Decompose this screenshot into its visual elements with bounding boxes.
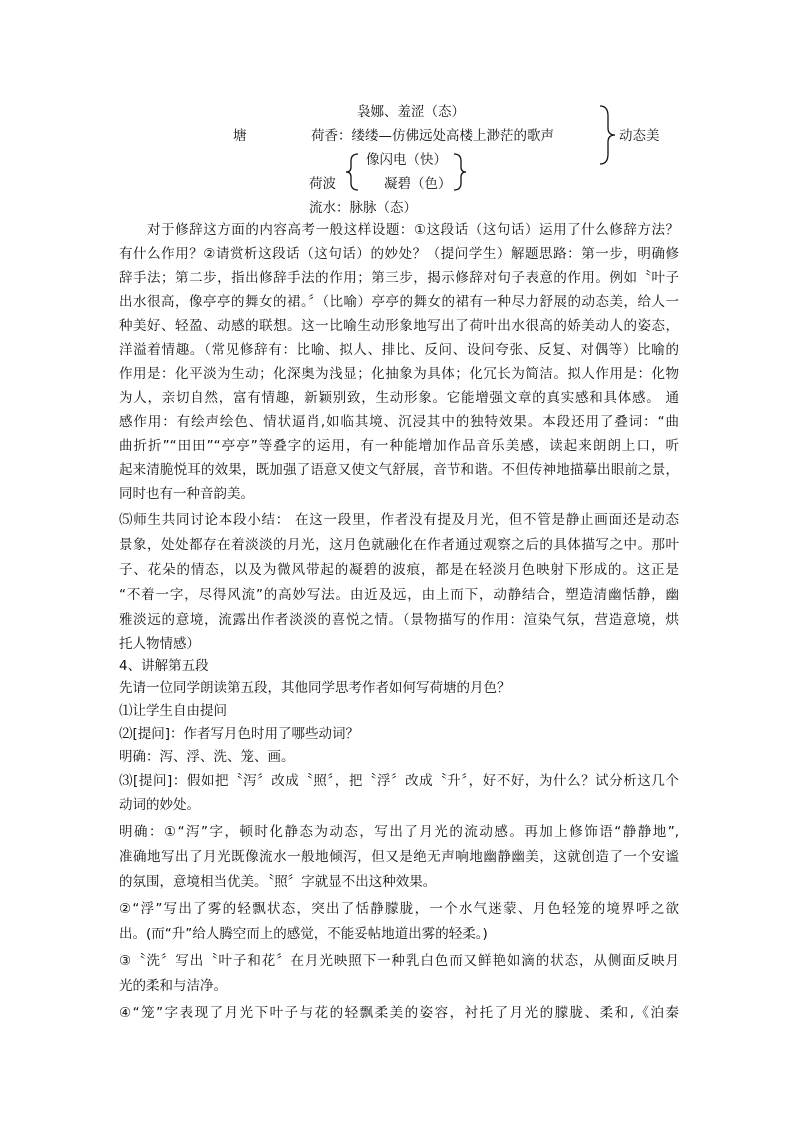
diagram-line-hexiang: 荷香：缕缕—仿佛远处高楼上渺茫的歌声 <box>311 128 554 144</box>
text-line: 有什么作用？②请赏析这段话（这句话）的妙处？（提问学生）解题思路：第一步，明确修 <box>119 246 679 262</box>
diagram-label-tang: 塘 <box>233 128 247 144</box>
text-line: 先请一位同学朗读第五段，其他同学思考作者如何写荷塘的月色？ <box>119 680 511 696</box>
text-line: ④“笼”字表现了月光下叶子与花的轻飘柔美的姿容，衬托了月光的朦胧、柔和,《泊秦 <box>119 1005 679 1021</box>
text-line: 种美好、轻盈、动感的联想。这一比喻生动形象地写出了荷叶出水很高的娇美动人的姿态， <box>119 318 679 334</box>
text-line: 明确：泻、浮、洗、笼、画。 <box>119 749 295 765</box>
section-heading: 4、讲解第五段 <box>119 658 209 674</box>
diagram-label-dongtaimei: 动态美 <box>619 128 660 144</box>
left-brace-hebo <box>344 152 360 192</box>
text-line: ⑵[提问]：作者写月色时用了哪些动词？ <box>119 726 360 742</box>
text-line: ⑶[提问]：假如把〝泻〞改成〝照〞，把〝浮〞改成〝升〞，好不好，为什么？试分析这几个 <box>119 773 679 789</box>
text-line: 曲折折”“田田”“亭亭”等叠字的运用，有一种能增加作品音乐美感，读起来朗朗上口，听 <box>119 438 679 454</box>
text-line: 起来清脆悦耳的效果，既加强了语意又使文气舒展，音节和谐。不但传神地描摹出眼前之景， <box>119 462 679 478</box>
text-line: ③〝洗〞写出〝叶子和花〞在月光映照下一种乳白色而又鲜艳如滴的状态，从侧面反映月 <box>119 953 679 969</box>
text-line: “不着一字，尽得风流”的高妙写法。由近及远，由上而下，动静结合，塑造清幽恬静，幽 <box>119 587 679 603</box>
text-line: 感作用：有绘声绘色、情状逼肖,如临其境、沉浸其中的独特效果。本段还用了叠词：“曲 <box>119 414 679 430</box>
diagram-line-shandian: 像闪电（快） <box>366 152 447 168</box>
text-line: 准确地写出了月光既像流水一般地倾泻，但又是绝无声响地幽静幽美，这就创造了一个安谧 <box>119 849 679 865</box>
text-line: 辞手法；第二步，指出修辞手法的作用；第三步，揭示修辞对句子表意的作用。例如〝叶子 <box>119 270 679 286</box>
text-line: 洋溢着情趣。（常见修辞有：比喻、拟人、排比、反问、设问夸张、反复、对偶等）比喻的 <box>119 342 679 358</box>
diagram-line-ningbi: 凝碧（色） <box>384 176 452 192</box>
text-line: 对于修辞这方面的内容高考一般这样设题：①这段话（这句话）运用了什么修辞方法？ <box>147 222 679 238</box>
text-line: ②“浮”写出了雾的轻飘状态，突出了恬静朦胧，一个水气迷蒙、月色轻笼的境界呼之欲 <box>119 901 679 917</box>
text-line: 明确：①“泻”字，顿时化静态为动态，写出了月光的流动感。再加上修饰语“静静地”, <box>119 824 679 840</box>
right-brace-hebo <box>452 152 468 192</box>
diagram-line-liushui: 流水：脉脉（态） <box>309 200 417 216</box>
text-line: 出。(而“升”给人腾空而上的感觉，不能妥帖地道出雾的轻柔。) <box>119 926 488 942</box>
text-line: 雅淡远的意境，流露出作者淡淡的喜悦之情。（景物描写的作用：渲染气氛，营造意境，烘 <box>119 612 679 628</box>
text-line: ⑴让学生自由提问 <box>119 703 227 719</box>
text-line: 为人，亲切自然，富有情趣，新颖别致，生动形象。它能增强文章的真实感和具体感。 通 <box>119 390 679 406</box>
text-line: 同时也有一种音韵美。 <box>119 486 254 502</box>
diagram-line-niaonuo: 袅娜、羞涩（态） <box>357 104 465 120</box>
text-line: 托人物情感） <box>119 636 200 652</box>
text-line: 作用是：化平淡为生动；化深奥为浅显；化抽象为具体；化冗长为简洁。拟人作用是：化物 <box>119 366 679 382</box>
text-line: 光的柔和与洁净。 <box>119 978 227 994</box>
text-line: 的氛围，意境相当优美。〝照〞字就显不出这种效果。 <box>119 874 437 890</box>
text-line: 子、花朵的情态，以及为微风带起的凝碧的波痕，都是在轻淡月色映射下形成的。这正是 <box>119 562 679 578</box>
text-line: 出水很高，像亭亭的舞女的裙。〞（比喻）亭亭的舞女的裙有一种尽力舒展的动态美，给人一 <box>119 294 679 310</box>
text-line: ⑸师生共同讨论本段小结： 在这一段里，作者没有提及月光，但不管是静止画面还是动态 <box>119 512 679 528</box>
diagram-label-hebo: 荷波 <box>309 176 336 192</box>
right-brace-dongtai <box>598 104 618 166</box>
text-line: 动词的妙处。 <box>119 797 200 813</box>
text-line: 景象，处处都存在着淡淡的月光，这月色就融化在作者通过观察之后的具体描写之中。那叶 <box>119 537 679 553</box>
